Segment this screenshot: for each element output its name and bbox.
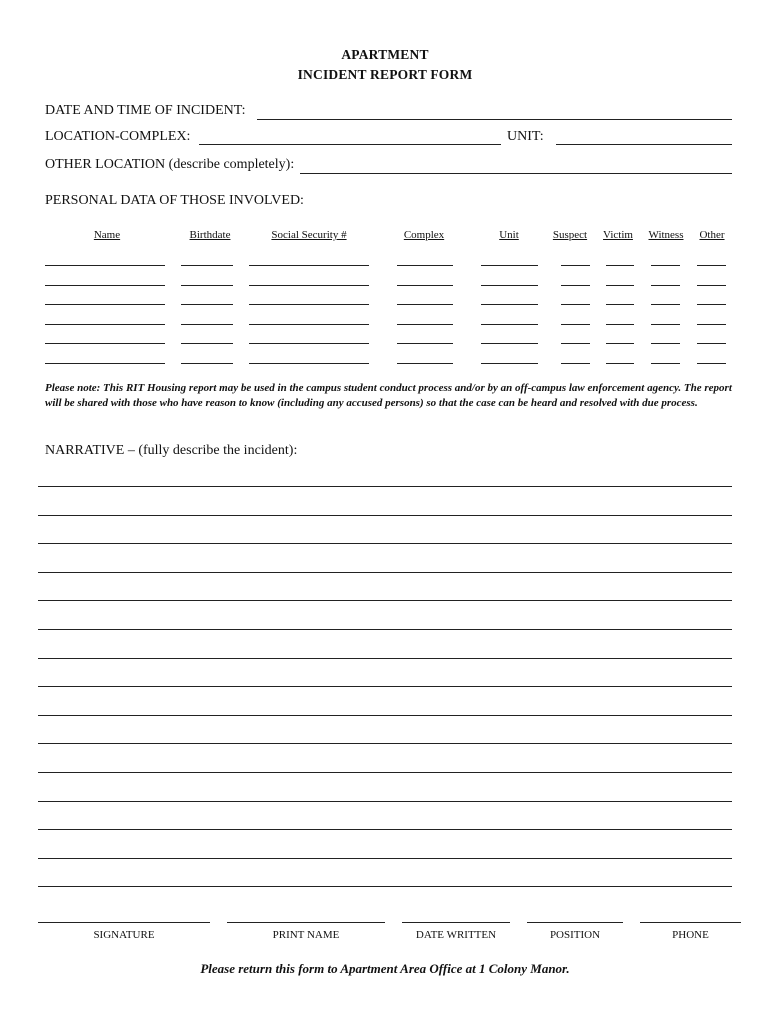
column-header-complex: Complex bbox=[403, 229, 445, 241]
print-name-label: PRINT NAME bbox=[272, 929, 340, 941]
location-complex-label: LOCATION-COMPLEX: bbox=[45, 129, 191, 144]
personal-data-unit-field[interactable] bbox=[481, 285, 538, 286]
location-complex-field[interactable] bbox=[199, 144, 501, 145]
personal-data-witness-field[interactable] bbox=[651, 265, 680, 266]
personal-data-victim-field[interactable] bbox=[606, 324, 634, 325]
personal-data-suspect-field[interactable] bbox=[561, 285, 590, 286]
narrative-line[interactable] bbox=[38, 772, 732, 773]
personal-data-social-security-field[interactable] bbox=[249, 265, 369, 266]
column-header-social-security: Social Security # bbox=[271, 229, 347, 241]
personal-data-name-field[interactable] bbox=[45, 285, 165, 286]
signature-line[interactable] bbox=[38, 922, 210, 923]
personal-data-victim-field[interactable] bbox=[606, 343, 634, 344]
column-header-birthdate: Birthdate bbox=[189, 229, 231, 241]
personal-data-birthdate-field[interactable] bbox=[181, 343, 233, 344]
personal-data-unit-field[interactable] bbox=[481, 343, 538, 344]
personal-data-suspect-field[interactable] bbox=[561, 343, 590, 344]
column-header-victim: Victim bbox=[603, 229, 633, 241]
personal-data-witness-field[interactable] bbox=[651, 343, 680, 344]
personal-data-complex-field[interactable] bbox=[397, 363, 453, 364]
personal-data-unit-field[interactable] bbox=[481, 265, 538, 266]
date-written-label: DATE WRITTEN bbox=[415, 929, 497, 941]
date-time-field[interactable] bbox=[257, 119, 732, 120]
personal-data-birthdate-field[interactable] bbox=[181, 324, 233, 325]
personal-data-name-field[interactable] bbox=[45, 304, 165, 305]
personal-data-witness-field[interactable] bbox=[651, 304, 680, 305]
date-written-line[interactable] bbox=[402, 922, 510, 923]
print-name-line[interactable] bbox=[227, 922, 385, 923]
date-time-label: DATE AND TIME OF INCIDENT: bbox=[45, 103, 246, 118]
personal-data-complex-field[interactable] bbox=[397, 304, 453, 305]
personal-data-other-field[interactable] bbox=[697, 324, 726, 325]
narrative-line[interactable] bbox=[38, 486, 732, 487]
personal-data-suspect-field[interactable] bbox=[561, 324, 590, 325]
personal-data-birthdate-field[interactable] bbox=[181, 304, 233, 305]
personal-data-name-field[interactable] bbox=[45, 363, 165, 364]
personal-data-social-security-field[interactable] bbox=[249, 324, 369, 325]
form-title-line1: APARTMENT bbox=[341, 47, 429, 62]
phone-line[interactable] bbox=[640, 922, 741, 923]
narrative-line[interactable] bbox=[38, 658, 732, 659]
narrative-line[interactable] bbox=[38, 715, 732, 716]
narrative-line[interactable] bbox=[38, 543, 732, 544]
signature-label: SIGNATURE bbox=[93, 929, 155, 941]
personal-data-social-security-field[interactable] bbox=[249, 363, 369, 364]
personal-data-heading: PERSONAL DATA OF THOSE INVOLVED: bbox=[45, 193, 304, 208]
personal-data-birthdate-field[interactable] bbox=[181, 285, 233, 286]
personal-data-suspect-field[interactable] bbox=[561, 363, 590, 364]
narrative-line[interactable] bbox=[38, 629, 732, 630]
form-title-line2: INCIDENT REPORT FORM bbox=[297, 67, 473, 82]
personal-data-victim-field[interactable] bbox=[606, 304, 634, 305]
personal-data-other-field[interactable] bbox=[697, 304, 726, 305]
personal-data-other-field[interactable] bbox=[697, 343, 726, 344]
narrative-line[interactable] bbox=[38, 515, 732, 516]
personal-data-suspect-field[interactable] bbox=[561, 304, 590, 305]
personal-data-social-security-field[interactable] bbox=[249, 285, 369, 286]
personal-data-social-security-field[interactable] bbox=[249, 304, 369, 305]
personal-data-victim-field[interactable] bbox=[606, 265, 634, 266]
narrative-line[interactable] bbox=[38, 801, 732, 802]
personal-data-complex-field[interactable] bbox=[397, 343, 453, 344]
personal-data-witness-field[interactable] bbox=[651, 285, 680, 286]
narrative-line[interactable] bbox=[38, 886, 732, 887]
narrative-line[interactable] bbox=[38, 686, 732, 687]
narrative-line[interactable] bbox=[38, 572, 732, 573]
personal-data-unit-field[interactable] bbox=[481, 324, 538, 325]
position-label: POSITION bbox=[549, 929, 601, 941]
narrative-line[interactable] bbox=[38, 829, 732, 830]
narrative-line[interactable] bbox=[38, 743, 732, 744]
personal-data-unit-field[interactable] bbox=[481, 304, 538, 305]
column-header-unit: Unit bbox=[499, 229, 519, 241]
unit-label: UNIT: bbox=[507, 129, 544, 144]
position-line[interactable] bbox=[527, 922, 623, 923]
personal-data-complex-field[interactable] bbox=[397, 324, 453, 325]
personal-data-name-field[interactable] bbox=[45, 324, 165, 325]
personal-data-victim-field[interactable] bbox=[606, 363, 634, 364]
privacy-note: Please note: This RIT Housing report may be used in the campus student conduct process and/or by an off-campus law enforcement agency. The report will be shared with those who have reason to know (including any accused persons) so that the case can be heard and resolved with due process. bbox=[45, 382, 732, 409]
personal-data-birthdate-field[interactable] bbox=[181, 363, 233, 364]
personal-data-name-field[interactable] bbox=[45, 265, 165, 266]
phone-label: PHONE bbox=[672, 929, 709, 941]
personal-data-other-field[interactable] bbox=[697, 265, 726, 266]
other-location-label: OTHER LOCATION (describe completely): bbox=[45, 157, 295, 172]
personal-data-witness-field[interactable] bbox=[651, 363, 680, 364]
personal-data-name-field[interactable] bbox=[45, 343, 165, 344]
personal-data-unit-field[interactable] bbox=[481, 363, 538, 364]
narrative-line[interactable] bbox=[38, 600, 732, 601]
other-location-field[interactable] bbox=[300, 173, 732, 174]
personal-data-victim-field[interactable] bbox=[606, 285, 634, 286]
personal-data-witness-field[interactable] bbox=[651, 324, 680, 325]
return-instructions: Please return this form to Apartment Area Office at 1 Colony Manor. bbox=[200, 961, 570, 976]
personal-data-complex-field[interactable] bbox=[397, 285, 453, 286]
column-header-witness: Witness bbox=[648, 229, 684, 241]
column-header-suspect: Suspect bbox=[552, 229, 588, 241]
personal-data-other-field[interactable] bbox=[697, 285, 726, 286]
personal-data-birthdate-field[interactable] bbox=[181, 265, 233, 266]
column-header-name: Name bbox=[93, 229, 121, 241]
unit-field[interactable] bbox=[556, 144, 732, 145]
personal-data-other-field[interactable] bbox=[697, 363, 726, 364]
personal-data-complex-field[interactable] bbox=[397, 265, 453, 266]
personal-data-social-security-field[interactable] bbox=[249, 343, 369, 344]
narrative-line[interactable] bbox=[38, 858, 732, 859]
column-header-other: Other bbox=[699, 229, 725, 241]
personal-data-suspect-field[interactable] bbox=[561, 265, 590, 266]
narrative-label: NARRATIVE – (fully describe the incident): bbox=[45, 443, 298, 458]
